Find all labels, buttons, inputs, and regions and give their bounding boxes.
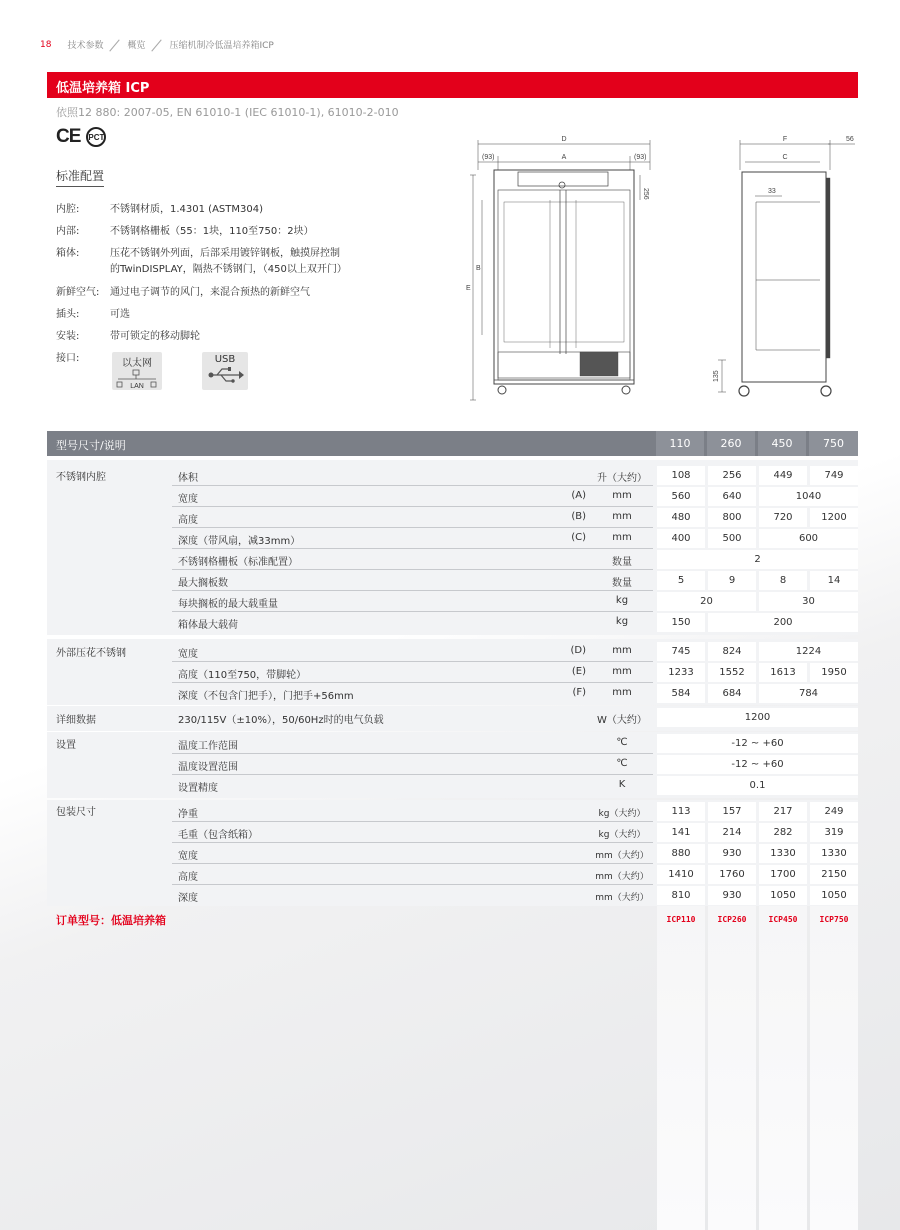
table-cell: 500 — [708, 529, 756, 548]
table-row — [172, 683, 858, 704]
table-cell: 400 — [657, 529, 705, 548]
breadcrumb — [40, 38, 274, 51]
table-cell: 200 — [708, 613, 858, 632]
table-row — [172, 775, 858, 796]
table-row — [172, 528, 858, 549]
breadcrumb-separator — [151, 39, 163, 51]
row-name: 温度设置范围 — [178, 762, 238, 773]
svg-text:B: B — [476, 265, 481, 272]
table-row — [172, 843, 858, 864]
row-name: 宽度 — [178, 494, 198, 505]
table-cell: 1050 — [759, 886, 807, 905]
lan-icon — [114, 369, 160, 391]
table-cell: 1330 — [810, 844, 858, 863]
row-name: 高度 — [178, 515, 198, 526]
row-unit: 数量 — [612, 578, 632, 589]
table-cell: 640 — [708, 487, 756, 506]
spec-label: 箱体: — [56, 248, 80, 259]
svg-text:C: C — [782, 154, 788, 161]
category-label: 详细数据 — [56, 715, 96, 726]
spec-label: 插头: — [56, 309, 80, 320]
table-cell: 600 — [759, 529, 858, 548]
table-header — [47, 431, 858, 456]
ethernet-interface — [112, 352, 162, 390]
usb-icon — [205, 365, 245, 383]
spec-label: 接口: — [56, 353, 80, 364]
breadcrumb-item[interactable]: 技术参数 — [67, 41, 104, 51]
row-unit: mm — [612, 666, 632, 677]
table-row — [172, 801, 858, 822]
row-name: 深度 — [178, 893, 198, 904]
table-cell: 157 — [708, 802, 756, 821]
svg-text:33: 33 — [768, 188, 776, 195]
spec-value: 通过电子调节的风门，来混合预热的新鲜空气 — [110, 287, 310, 298]
dimension-drawing — [466, 130, 860, 410]
row-code: (F) — [572, 687, 586, 698]
usb-label: USB — [214, 354, 236, 365]
row-unit: mm — [612, 687, 632, 698]
svg-text:256: 256 — [642, 188, 649, 200]
table-cell: 1224 — [759, 642, 858, 661]
table-cell: 0.1 — [657, 776, 858, 795]
table-cell: 880 — [657, 844, 705, 863]
table-cell: 1950 — [810, 663, 858, 682]
category-label: 不锈钢内腔 — [56, 472, 106, 483]
svg-text:A: A — [561, 154, 567, 161]
row-name: 不锈钢格栅板（标准配置） — [178, 557, 298, 568]
table-cell: 141 — [657, 823, 705, 842]
category-label: 外部压花不锈钢 — [56, 648, 126, 659]
row-code: (A) — [571, 490, 586, 501]
spec-value: 的TwinDISPLAY，隔热不锈钢门，（450以上双开门） — [110, 264, 347, 275]
row-name: 每块搁板的最大载重量 — [178, 599, 278, 610]
spec-label: 安装: — [56, 331, 80, 342]
breadcrumb-item[interactable]: 概览 — [127, 41, 146, 51]
model-column-header: 110 — [656, 431, 704, 456]
model-column-header: 450 — [758, 431, 806, 456]
spec-label: 内腔: — [56, 204, 80, 215]
row-unit: mm — [612, 532, 632, 543]
table-cell: 1330 — [759, 844, 807, 863]
page-number: 18 — [40, 39, 52, 50]
table-cell: 824 — [708, 642, 756, 661]
table-row — [172, 733, 858, 754]
row-name: 高度 — [178, 872, 198, 883]
spec-label: 内部: — [56, 226, 80, 237]
lan-label: LAN — [130, 383, 144, 390]
usb-interface — [202, 352, 248, 390]
order-code[interactable]: ICP750 — [819, 915, 849, 924]
table-row — [172, 662, 858, 683]
row-name: 设置精度 — [178, 783, 218, 794]
table-row — [172, 612, 858, 633]
row-unit: mm（大约） — [595, 872, 649, 882]
row-unit: 数量 — [612, 557, 632, 568]
row-name: 毛重（包含纸箱） — [178, 830, 258, 841]
svg-text:D: D — [561, 136, 567, 143]
order-code[interactable]: ICP110 — [666, 915, 696, 924]
table-cell: 784 — [759, 684, 858, 703]
table-cell: 319 — [810, 823, 858, 842]
row-unit: kg — [615, 595, 629, 606]
row-unit: 升（大约） — [597, 473, 647, 484]
row-code: (C) — [571, 532, 586, 543]
order-code[interactable]: ICP260 — [717, 915, 747, 924]
table-row — [172, 822, 858, 843]
table-cell: -12 ~ +60 — [657, 734, 858, 753]
table-cell: 1200 — [657, 708, 858, 727]
row-unit: mm（大约） — [595, 851, 649, 861]
row-name: 宽度 — [178, 649, 198, 660]
table-cell: 1552 — [708, 663, 756, 682]
table-row — [172, 570, 858, 591]
table-cell: 249 — [810, 802, 858, 821]
category-label: 包装尺寸 — [56, 807, 96, 818]
svg-text:F: F — [782, 136, 788, 143]
pct-mark-icon: PCT — [86, 127, 106, 147]
table-header-label: 型号尺寸/说明 — [56, 439, 126, 452]
table-cell: 8 — [759, 571, 807, 590]
row-unit: ℃ — [616, 758, 628, 769]
row-name: 宽度 — [178, 851, 198, 862]
table-cell: 480 — [657, 508, 705, 527]
table-row — [172, 549, 858, 570]
row-unit: kg（大约） — [598, 809, 646, 819]
spec-value: 带可锁定的移动脚轮 — [110, 331, 200, 342]
table-cell: 256 — [708, 466, 756, 485]
table-cell: 930 — [708, 886, 756, 905]
table-row — [172, 591, 858, 612]
table-cell: -12 ~ +60 — [657, 755, 858, 774]
row-unit: W（大约） — [597, 715, 647, 726]
table-cell: 1233 — [657, 663, 705, 682]
table-cell: 720 — [759, 508, 807, 527]
model-column-header: 750 — [809, 431, 858, 456]
model-column-extension — [708, 906, 756, 1230]
table-cell: 1700 — [759, 865, 807, 884]
table-cell: 282 — [759, 823, 807, 842]
table-row — [172, 707, 858, 728]
row-name: 温度工作范围 — [178, 741, 238, 752]
breadcrumb-separator — [109, 39, 121, 51]
row-unit: mm — [612, 511, 632, 522]
row-name: 高度（110至750，带脚轮） — [178, 670, 307, 681]
table-cell: 584 — [657, 684, 705, 703]
svg-text:135: 135 — [713, 370, 720, 382]
row-unit: kg — [615, 616, 629, 627]
row-unit: mm — [612, 645, 632, 656]
table-cell: 1410 — [657, 865, 705, 884]
table-cell: 800 — [708, 508, 756, 527]
row-name: 体积 — [178, 473, 198, 484]
category-label: 设置 — [56, 740, 76, 751]
order-code[interactable]: ICP450 — [768, 915, 798, 924]
spec-value: 不锈钢格栅板（55：1块，110至750：2块） — [110, 226, 314, 237]
svg-text:56: 56 — [846, 136, 854, 143]
table-cell: 9 — [708, 571, 756, 590]
breadcrumb-item[interactable]: 压缩机制冷低温培养箱ICP — [169, 41, 274, 51]
table-cell: 113 — [657, 802, 705, 821]
row-unit: mm（大约） — [595, 893, 649, 903]
model-column-header: 260 — [707, 431, 755, 456]
table-row — [172, 885, 858, 906]
title-bar — [47, 72, 858, 98]
table-cell: 214 — [708, 823, 756, 842]
row-name: 最大搁板数 — [178, 578, 228, 589]
table-row — [172, 864, 858, 885]
spec-label: 新鲜空气: — [56, 287, 100, 298]
table-cell: 930 — [708, 844, 756, 863]
model-column-extension — [759, 906, 807, 1230]
table-cell: 1760 — [708, 865, 756, 884]
table-cell: 449 — [759, 466, 807, 485]
table-cell: 745 — [657, 642, 705, 661]
row-name: 箱体最大载荷 — [178, 620, 238, 631]
row-name: 深度（不包含门把手），门把手+56mm — [178, 691, 354, 702]
table-cell: 30 — [759, 592, 858, 611]
table-row — [172, 507, 858, 528]
table-cell: 150 — [657, 613, 705, 632]
table-cell: 1613 — [759, 663, 807, 682]
table-cell: 749 — [810, 466, 858, 485]
ce-mark-icon: CE — [56, 126, 81, 147]
standards-text: 依照12 880: 2007-05, EN 61010-1 (IEC 61010-1), 61010-2-010 — [56, 106, 399, 119]
table-row — [172, 486, 858, 507]
standard-config-heading: 标准配置 — [56, 167, 104, 187]
ethernet-label: 以太网 — [122, 358, 152, 369]
spec-value: 可选 — [110, 309, 130, 320]
row-name: 深度（带风扇，减33mm） — [178, 536, 301, 547]
row-code: (B) — [571, 511, 586, 522]
row-unit: kg（大约） — [598, 830, 646, 840]
page-title: 低温培养箱 ICP — [56, 81, 150, 96]
svg-text:(93): (93) — [634, 154, 647, 161]
row-unit: mm — [612, 490, 632, 501]
table-cell: 5 — [657, 571, 705, 590]
table-row — [172, 465, 858, 486]
row-unit: K — [618, 779, 626, 790]
table-row — [172, 754, 858, 775]
row-name: 净重 — [178, 809, 198, 820]
svg-text:(93): (93) — [482, 154, 495, 161]
row-unit: ℃ — [616, 737, 628, 748]
row-code: (D) — [570, 645, 586, 656]
table-cell: 1200 — [810, 508, 858, 527]
table-cell: 2 — [657, 550, 858, 569]
table-cell: 1050 — [810, 886, 858, 905]
table-cell: 810 — [657, 886, 705, 905]
row-name: 230/115V（±10%），50/60Hz时的电气负载 — [178, 715, 384, 726]
table-cell: 14 — [810, 571, 858, 590]
model-column-extension — [657, 906, 705, 1230]
svg-text:E: E — [466, 285, 471, 292]
order-number-label: 订单型号：低温培养箱 — [56, 914, 166, 927]
spec-value: 不锈钢材质，1.4301 (ASTM304) — [110, 204, 263, 215]
table-cell: 217 — [759, 802, 807, 821]
certification-marks — [56, 126, 106, 148]
table-cell: 1040 — [759, 487, 858, 506]
table-cell: 108 — [657, 466, 705, 485]
table-row — [172, 641, 858, 662]
table-cell: 560 — [657, 487, 705, 506]
table-cell: 2150 — [810, 865, 858, 884]
model-column-extension — [810, 906, 858, 1230]
spec-value: 压花不锈钢外列面，后部采用镀锌钢板，触摸屏控制 — [110, 248, 340, 259]
table-cell: 20 — [657, 592, 756, 611]
table-cell: 684 — [708, 684, 756, 703]
row-code: (E) — [571, 666, 586, 677]
